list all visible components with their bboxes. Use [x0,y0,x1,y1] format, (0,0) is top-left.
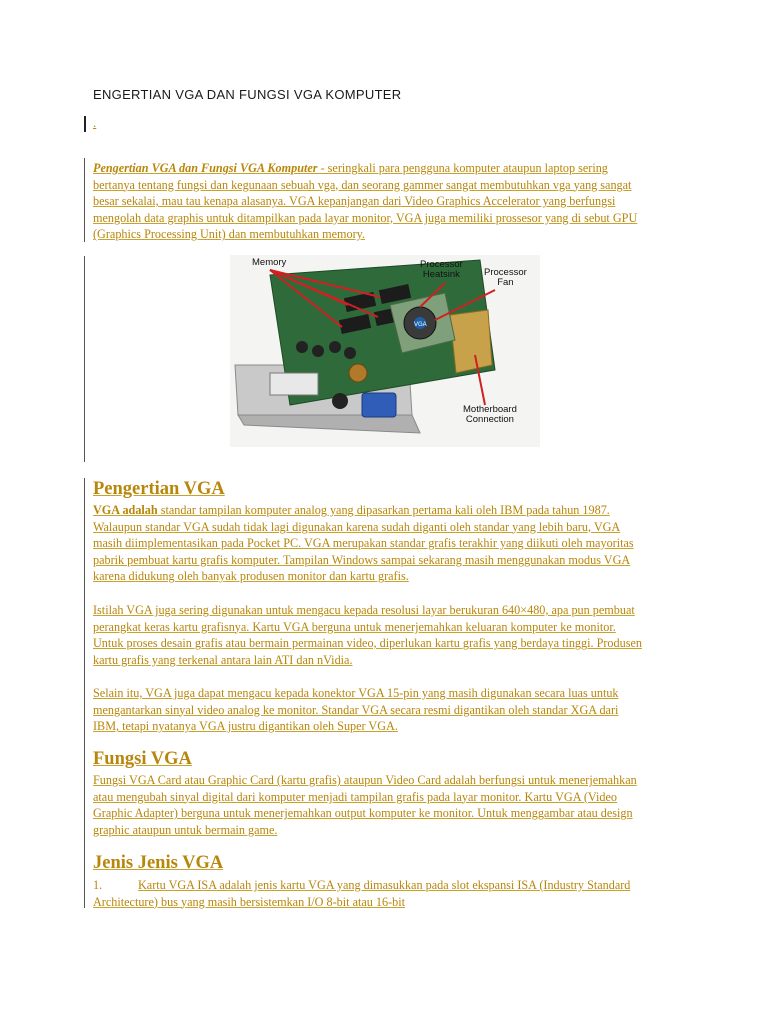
pengertian-line[interactable]: kartu grafis yang terkenal antara lain ATI dan nVidia. [93,652,353,667]
fungsi-line[interactable]: atau mengubah sinyal digital dari komputer menjadi tampilan grafis pada layar monitor. Kartu VGA (Video [93,789,617,804]
pengertian-paragraph-1[interactable] [93,502,683,585]
fungsi-paragraph[interactable] [93,772,683,838]
motherboard-label [463,405,517,425]
section-heading-jenis[interactable]: Jenis Jenis VGA [93,853,224,873]
pengertian-line[interactable]: Istilah VGA juga sering digunakan untuk mengacu kepada resolusi layar berukuran 640×480, apa pun pembuat [93,603,635,617]
fungsi-line[interactable]: Graphic Adapter) berguna untuk menerjemahkan output komputer ke monitor. Untuk menggambar atau design [93,806,633,821]
memory-label: Memory [252,257,287,268]
margin-bar [84,256,85,462]
pengertian-line[interactable]: Untuk proses desain grafis atau bermain permainan video, diperlukan kartu grafis yang berdaya tinggi. Produsen [93,636,642,651]
intro-line[interactable]: mengolah data graphis untuk ditampilkan pada layar monitor, VGA juga memiliki prossesor yang di sebut GPU [93,210,638,225]
pengertian-line[interactable]: perangkat keras kartu grafisnya. Kartu VGA berguna untuk menerjemahkan keluaran komputer ke monitor. [93,619,616,634]
section-heading-pengertian[interactable]: Pengertian VGA [93,479,225,499]
section-heading-fungsi[interactable]: Fungsi VGA [93,749,192,769]
fungsi-line[interactable]: Fungsi VGA Card atau Graphic Card (kartu grafis) ataupun Video Card adalah berfungsi untuk menerjemahkan [93,773,637,787]
pengertian-line[interactable]: mengantarkan sinyal video analog ke monitor. Standar VGA secara resmi digantikan oleh standar XGA dari [93,702,619,717]
motherboard-label-line: Motherboard [463,404,517,415]
margin-bar [84,478,85,908]
pengertian-line[interactable]: masih diimplementasikan pada Pocket PC. VGA merupakan standar grafis terakhir yang diikuti oleh mayoritas [93,536,634,551]
pengertian-line[interactable]: Walaupun standar VGA sudah tidak lagi digunakan karena sudah diganti oleh standar yang lebih baru, VGA [93,519,621,534]
pengertian-line[interactable]: standar tampilan komputer analog yang dipasarkan pertama kali oleh IBM pada tahun 1987. [157,503,610,517]
intro-paragraph[interactable] [93,160,683,243]
vga-card-figure [230,255,540,447]
intro-line[interactable]: besar sekalai, mau tau kenapa alasanya. VGA kepanjangan dari Video Graphics Accelerator yang berfungsi [93,194,616,209]
processor-fan-label [484,268,527,288]
motherboard-label-line: Connection [465,414,514,425]
pengertian-paragraph-3[interactable] [93,685,683,735]
pengertian-lead[interactable]: VGA adalah [93,503,158,517]
intro-line[interactable]: - seringkali para pengguna komputer ataupun laptop sering [317,161,608,175]
fungsi-line[interactable]: graphic ataupun untuk bermain game. [93,822,278,837]
intro-line[interactable]: (Graphics Processing Unit) dan membutuhkan memory. [93,227,366,242]
processor-heatsink-label [420,260,463,280]
processor-fan-label-line: Processor [484,267,527,278]
processor-heatsink-label-line: Heatsink [422,269,460,280]
intro-lead[interactable]: Pengertian VGA dan Fungsi VGA Komputer [93,161,318,175]
margin-bar [84,116,86,132]
empty-link[interactable]: . [93,115,97,130]
chip-label: VGA [414,322,427,328]
pengertian-line[interactable]: karena didukung oleh banyak produsen monitor dan kartu grafis. [93,569,409,584]
intro-line[interactable]: bertanya tentang fungsi dan kegunaan sebuah vga, dan seorang gammer sangat membutuhkan vga yang sangat [93,177,632,192]
jenis-item-text[interactable]: Kartu VGA ISA adalah jenis kartu VGA yang dimasukkan pada slot ekspansi ISA (Industry Standard [138,878,631,892]
processor-fan-label-line: Fan [497,277,514,288]
pengertian-line[interactable]: IBM, tetapi nyatanya VGA justru digantikan oleh Super VGA. [93,719,398,734]
jenis-item-number[interactable]: 1. [93,878,103,892]
pengertian-line[interactable]: Selain itu, VGA juga dapat mengacu kepada konektor VGA 15-pin yang masih digunakan secara luas untuk [93,686,619,700]
pengertian-paragraph-2[interactable] [93,602,683,668]
margin-bar [84,158,85,242]
processor-heatsink-label-line: Processor [420,259,463,270]
pengertian-line[interactable]: pabrik pembuat kartu grafis komputer. Tampilan Windows sampai sekarang masih menggunakan modus VGA [93,552,631,567]
jenis-item-text[interactable]: Architecture) bus yang masih bersistemkan I/O 8-bit atau 16-bit [93,894,406,909]
jenis-list[interactable] [93,877,683,910]
page-title: ENGERTIAN VGA DAN FUNGSI VGA KOMPUTER [93,87,402,102]
